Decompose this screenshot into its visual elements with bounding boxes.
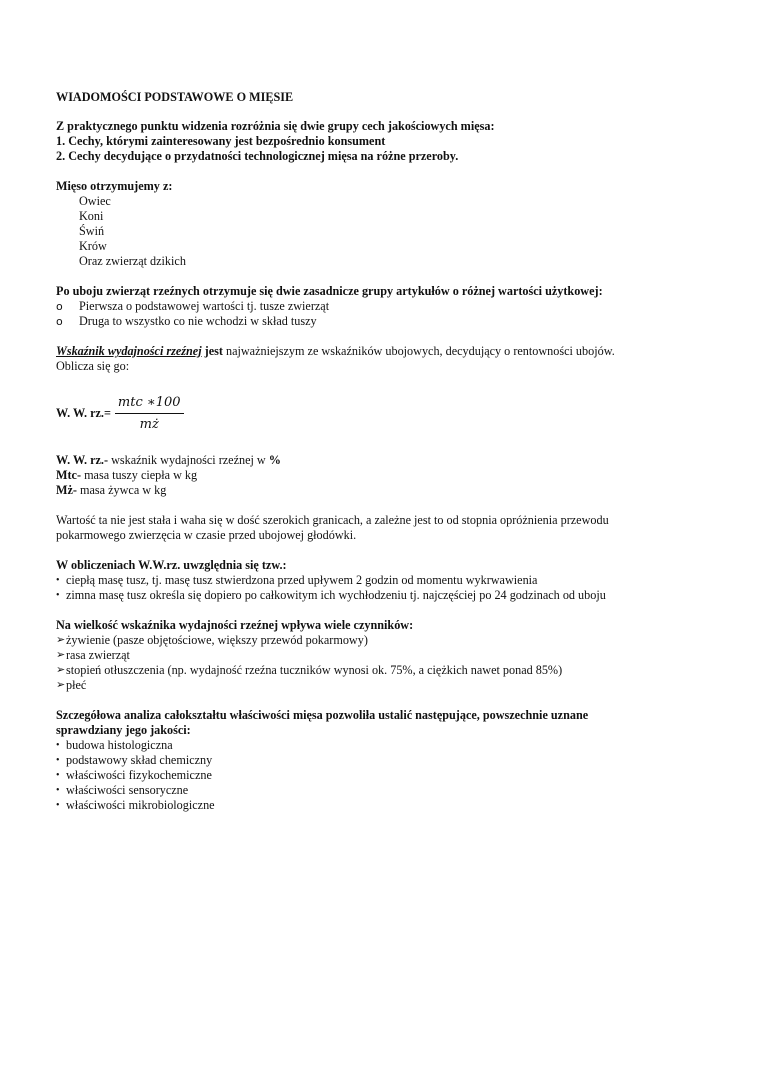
factors-list <box>56 633 706 693</box>
intro-section <box>56 119 706 164</box>
slaughter-heading: Po uboju zwierząt rzeźnych otrzymuje się dwie zasadnicze grupy artykułów o różnej wartości użytkowej: <box>56 284 603 298</box>
list-item: ➢ płeć <box>56 678 87 692</box>
note-paragraph <box>56 513 706 543</box>
dot-bullet-icon: • <box>56 590 60 601</box>
dot-bullet-icon: • <box>56 575 60 586</box>
intro-item-1: 1. Cechy, którymi zainteresowany jest bezpośrednio konsument <box>56 134 386 148</box>
analysis-heading-2: sprawdziany jego jakości: <box>56 723 191 737</box>
slaughter-section <box>56 284 706 329</box>
formula-legend <box>56 453 706 498</box>
list-item: ➢ rasa zwierząt <box>56 648 130 662</box>
intro-item-2: 2. Cechy decydujące o przydatności technologicznej mięsa na różne przeroby. <box>56 149 459 163</box>
list-item: • ciepłą masę tusz, tj. masę tusz stwierdzona przed upływem 2 godzin od momentu wykrwawienia <box>56 573 538 587</box>
legend-line-1: W. W. rz.- wskaźnik wydajności rzeźnej w % <box>56 453 281 467</box>
formula-lhs: W. W. rz.= <box>56 406 111 420</box>
list-item: Koni <box>79 209 104 223</box>
list-item: ➢ żywienie (pasze objętościowe, większy przewód pokarmowy) <box>56 633 368 647</box>
arrow-bullet-icon: ➢ <box>56 679 66 691</box>
arrow-bullet-icon: ➢ <box>56 634 66 646</box>
indicator-verb: jest <box>201 344 223 358</box>
indicator-calc-intro: Oblicza się go: <box>56 359 130 373</box>
yield-formula <box>56 394 706 433</box>
analysis-list <box>56 738 706 813</box>
factors-section <box>56 618 706 693</box>
document-page <box>56 90 706 828</box>
indicator-rest: najważniejszym ze wskaźników ubojowych, decydujący o rentowności ubojów. <box>222 344 615 358</box>
list-item: • właściwości fizykochemiczne <box>56 768 212 782</box>
calc-heading: W obliczeniach W.W.rz. uwzględnia się tzw.: <box>56 558 287 572</box>
sources-list <box>56 194 706 269</box>
formula-denominator: mż <box>139 417 159 432</box>
dot-bullet-icon: • <box>56 755 60 766</box>
analysis-section <box>56 708 706 813</box>
sources-section <box>56 179 706 269</box>
list-item: • budowa histologiczna <box>56 738 173 752</box>
dot-bullet-icon: • <box>56 785 60 796</box>
list-item: • właściwości sensoryczne <box>56 783 189 797</box>
document-title: WIADOMOŚCI PODSTAWOWE O MIĘSIE <box>56 90 294 104</box>
analysis-heading-1: Szczegółowa analiza całokształtu właściwości mięsa pozwoliła ustalić następujące, powszechnie uznane <box>56 708 589 722</box>
indicator-section <box>56 344 706 374</box>
arrow-bullet-icon: ➢ <box>56 664 66 676</box>
list-item: Świń <box>79 224 105 238</box>
list-item: • podstawowy skład chemiczny <box>56 753 213 767</box>
intro-lead: Z praktycznego punktu widzenia rozróżnia się dwie grupy cech jakościowych mięsa: <box>56 119 495 133</box>
slaughter-list <box>56 299 706 329</box>
list-item: Krów <box>79 239 107 253</box>
note-line-1: Wartość ta nie jest stała i waha się w dość szerokich granicach, a zależne jest to od stopnia opróżnienia przewodu <box>56 513 609 527</box>
note-line-2: pokarmowego zwierzęcia w czasie przed ubojowej głodówki. <box>56 528 357 542</box>
factors-heading: Na wielkość wskaźnika wydajności rzeźnej wpływa wiele czynników: <box>56 618 414 632</box>
arrow-bullet-icon: ➢ <box>56 649 66 661</box>
calc-list <box>56 573 706 603</box>
legend-line-2: Mtc- masa tuszy ciepła w kg <box>56 468 198 482</box>
list-item: • zimna masę tusz określa się dopiero po całkowitym ich wychłodzeniu tj. najczęściej po 24 godzinach od uboju <box>56 588 606 602</box>
formula-fraction <box>115 394 184 433</box>
calc-section <box>56 558 706 603</box>
circle-bullet-icon: o <box>56 300 63 313</box>
dot-bullet-icon: • <box>56 800 60 811</box>
sources-heading: Mięso otrzymujemy z: <box>56 179 173 193</box>
formula-numerator: mtc ∗100 <box>115 394 184 414</box>
list-item: Oraz zwierząt dzikich <box>79 254 186 268</box>
list-item: ➢ stopień otłuszczenia (np. wydajność rzeźna tuczników wynosi ok. 75%, a ciężkich nawet ponad 85%) <box>56 663 563 677</box>
list-item: o Druga to wszystko co nie wchodzi w skład tuszy <box>56 314 317 328</box>
dot-bullet-icon: • <box>56 770 60 781</box>
legend-line-3: Mż- masa żywca w kg <box>56 483 167 497</box>
list-item: Owiec <box>79 194 111 208</box>
list-item: o Pierwsza o podstawowej wartości tj. tusze zwierząt <box>56 299 330 313</box>
circle-bullet-icon: o <box>56 315 63 328</box>
indicator-definition <box>56 344 706 359</box>
dot-bullet-icon: • <box>56 740 60 751</box>
indicator-term: Wskaźnik wydajności rzeźnej <box>56 344 202 358</box>
list-item: • właściwości mikrobiologiczne <box>56 798 215 812</box>
